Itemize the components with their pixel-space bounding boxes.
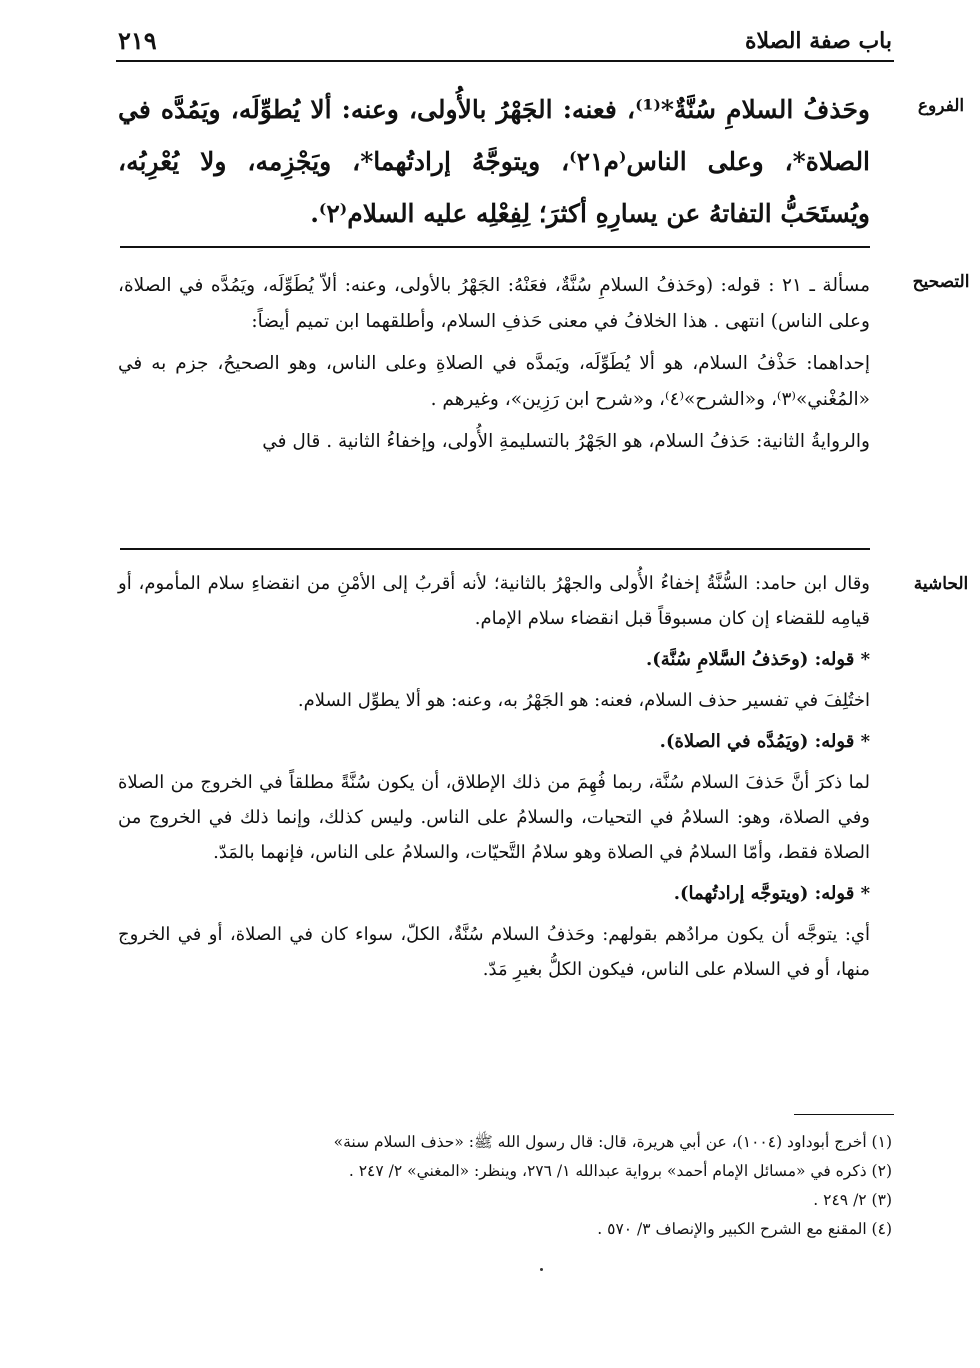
footnote-rule	[794, 1114, 894, 1115]
side-label-furu: الفروع	[917, 96, 965, 116]
side-label-tashih: التصحيح	[912, 272, 970, 292]
hashiya-paragraph: وقال ابن حامد: السُّنَّةُ إخفاءُ الأُولى والجهْرُ بالثانية؛ لأنه أقربُ إلى الأمْنِ من انقضاءِ سلام المأموم، أو قيامِه للقضاء إن كان مسبوقاً قبل انقضاء سلام الإمام.	[118, 573, 870, 629]
page-number: ٢١٩	[118, 26, 157, 55]
footnote: (٢) ذكره في «مسائل الإمام أحمد» برواية عبدالله ١/ ٢٧٦، وينظر: «المغني» ٢/ ٢٤٧ .	[348, 1162, 892, 1180]
hashiya-quote: * قوله: (ويَمُدَّه في الصلاة).	[659, 731, 870, 752]
hashiya-quote: * قوله: (وحَذفُ السَّلامِ سُنَّة).	[646, 649, 870, 670]
header-rule	[116, 60, 894, 62]
footnote: (٤) المقنع مع الشرح الكبير والإنصاف ٣/ ٥٧٠ .	[597, 1220, 892, 1238]
footnote: (١) أخرج أبوداود (١٠٠٤)، عن أبي هريرة، قال: قال رسول الله ﷺ: «حذف السلام سنة»	[333, 1133, 892, 1151]
tashih-section	[118, 268, 870, 466]
side-label-hashiya: الحاشية	[913, 574, 969, 594]
furu-text: وحَذفُ السلامِ سُنَّةٌ*⁽¹⁾، فعنه: الجَهْرُ بالأُولى، وعنه: ألا يُطوِّلَه، ويَمُدَّه في الصلاة*، وعلى الناس⁽م٢١⁾، ويتوجَّهُ إرادتُهما*، ويَجْزِمه، ولا يُعْرِبُه، ويُستَحَبُّ التفاتهُ عن يسارِهِ أكثرَ؛ لِفِعْلِه عليه السلام⁽٢⁾.	[118, 95, 871, 228]
tashih-paragraph: إحداهما: حَذْفُ السلام، هو ألا يُطَوِّلَه، ويَمدَّه في الصلاةِ وعلى الناس، وهو الصحيحُ، جزم به في «المُغْني»⁽٣⁾، و«الشرح»⁽٤⁾، و«شرح ابن رَزِين»، وغيرهم .	[118, 353, 870, 410]
section-divider	[120, 246, 870, 248]
footnotes	[150, 1128, 892, 1244]
print-speck	[540, 1268, 543, 1271]
hashiya-paragraph: لما ذكرَ أنَّ حَذفَ السلام سُنَّة، ربما فُهِمَ من ذلك الإطلاق، أن يكون سُنَّةً مطلقاً في الخروج من الصلاة وفي الصلاة، وهو: السلامُ في التحيات، والسلامُ على الناس. وليس كذلك، وإنما ذلك في الخروج من الصلاة فقط، وأمّا السلامُ في الصلاة وهو سلامُ التَّحيّات، والسلامُ على الناس، فإنهما بالمَدّ.	[118, 772, 870, 863]
section-divider	[120, 548, 870, 550]
hashiya-quote: * قوله: (ويتوجَّه إرادتُهما).	[673, 883, 870, 904]
hashiya-section	[118, 566, 870, 993]
hashiya-paragraph: اختُلِفَ في تفسير حذف السلام، فعنه: هو الجَهْرُ به، وعنه: هو ألا يطوِّل السلام.	[297, 690, 870, 711]
tashih-paragraph: والروايةُ الثانية: حَذفُ السلام، هو الجَهْرُ بالتسليمةِ الأُولى، وإخفاءُ الثانية . قال في	[262, 431, 870, 452]
tashih-paragraph: مسألة ـ ٢١ : قوله: (وحَذفُ السلامِ سُنَّةٌ، فعَنْهُ: الجَهْرُ بالأولى، وعنه: ألاّ يُطَوِّلَه، ويَمُدَّه في الصلاة، وعلى الناس) انتهى . هذا الخلافُ في معنى حَذفِ السلام، وأطلقهما ابن تميم أيضاً:	[118, 275, 870, 332]
hashiya-paragraph: أي: يتوجَّه أن يكون مرادُهم بقولهم: وحَذفُ السلام سُنَّةٌ، الكلّ، سواء كان في الصلاة، أو في الخروج منها، أو في السلام على الناس، فيكون الكلُّ بغيرِ مَدّ.	[118, 924, 870, 980]
footnote: (٣) ٢/ ٢٤٩ .	[813, 1191, 892, 1209]
running-title: باب صفة الصلاة	[744, 28, 892, 54]
